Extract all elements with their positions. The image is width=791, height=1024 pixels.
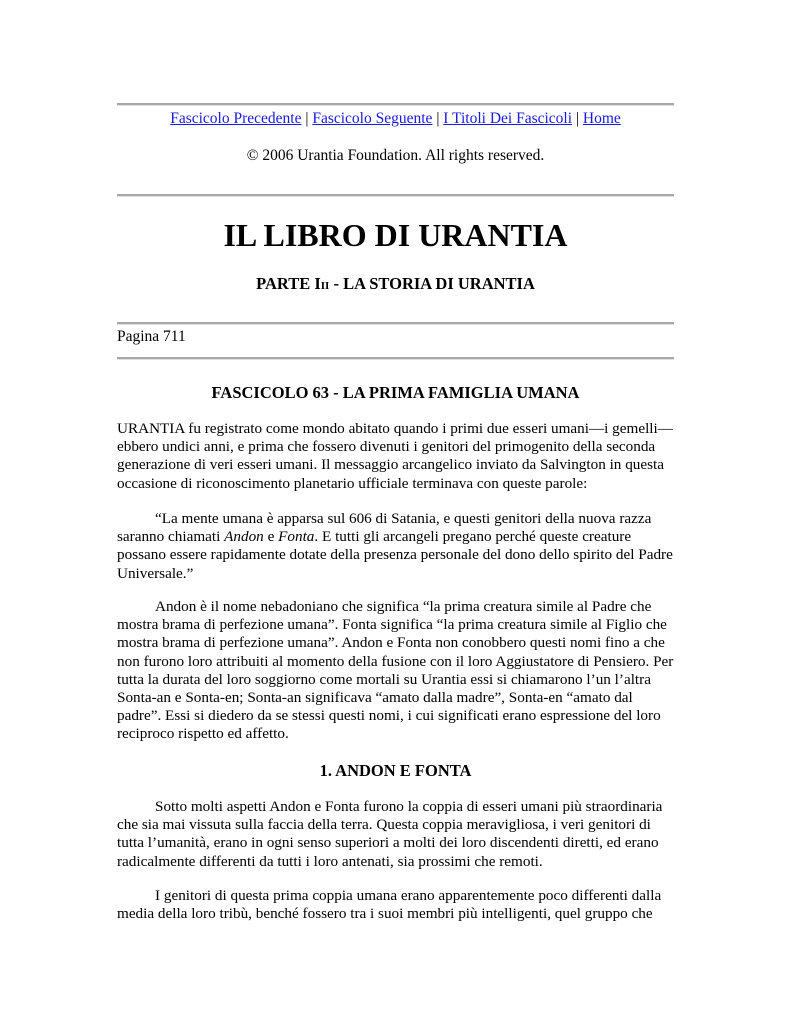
top-divider (117, 103, 674, 106)
section-heading: 1. ANDON E FONTA (319, 761, 472, 780)
paper-titles-link[interactable]: I Titoli Dei Fascicoli (443, 110, 573, 127)
nav-separator: | (301, 110, 313, 127)
home-link[interactable]: Home (582, 110, 621, 127)
header-divider (117, 194, 674, 197)
page-divider (117, 357, 674, 360)
intro-paragraph: URANTIA fu registrato come mondo abitato quando i primi due esseri umani—i gemelli—ebbero undici anni, e prima che fossero divenuti i genitori del primogenito della seconda generazione di veri esseri umani. Il messaggio arcangelico inviato da Salvington in questa occasione di riconoscimento planetario ufficiale terminava con queste parole: (117, 420, 673, 492)
part-title: PARTE III - LA STORIA DI URANTIA (256, 274, 535, 293)
part-divider (117, 322, 674, 325)
navigation-links (117, 110, 674, 128)
paper-title: FASCICOLO 63 - LA PRIMA FAMIGLIA UMANA (211, 383, 580, 402)
names-paragraph: Andon è il nome nebadoniano che significa “la prima creatura simile al Padre che mostra brama di perfezione umana”. Fonta significa “la prima creatura simile al Figlio che mostra brama di perfezione umana”. Andon e Fonta non conobbero questi nomi fino a che non furono loro attribuiti al momento della fusione con il loro Aggiustatore di Pensiero. Per tutta la durata del loro soggiorno come mortali su Urantia essi si chiamarono l’un l’altra Sonta-an e Sonta-en; Sonta-an significava “amato dalla madre”, Sonta-en “amato dal padre”. Essi si diedero da se stessi questi nomi, i cui significati erano espressione del loro reciproco rispetto ed affetto. (117, 598, 674, 743)
previous-paper-link[interactable]: Fascicolo Precedente (170, 110, 302, 127)
copyright-notice: © 2006 Urantia Foundation. All rights reserved. (246, 147, 545, 164)
name-andon: Andon (224, 528, 264, 546)
section-paragraph-1: Sotto molti aspetti Andon e Fonta furono la coppia di esseri umani più straordinaria che sia mai vissuta sulla faccia della terra. Questa coppia meravigliosa, i veri genitori di tutta l’umanità, erano in ogni senso superiori a molti dei loro discendenti diretti, ed erano radicalmente differenti da tutti i loro antenati, sia prossimi che remoti. (117, 798, 663, 870)
page-number: Pagina 711 (117, 328, 186, 345)
next-paper-link[interactable]: Fascicolo Seguente (312, 110, 433, 127)
section-paragraph-2: I genitori di questa prima coppia umana erano apparentemente poco differenti dalla media della loro tribù, benché fossero tra i suoi membri più intelligenti, quel gruppo che (117, 887, 662, 923)
nav-separator: | (432, 110, 444, 127)
name-fonta: Fonta (278, 528, 315, 546)
nav-separator: | (572, 110, 583, 127)
book-title: IL LIBRO DI URANTIA (223, 217, 568, 253)
quote-paragraph: “La mente umana è apparsa sul 606 di Satania, e questi genitori della nuova razza saranno chiamati Andon e Fonta. E tutti gli arcangeli pregano perché queste creature possano essere rapidamente dotate della presenza personale del dono dello spirito del Padre Universale.” (117, 510, 673, 582)
